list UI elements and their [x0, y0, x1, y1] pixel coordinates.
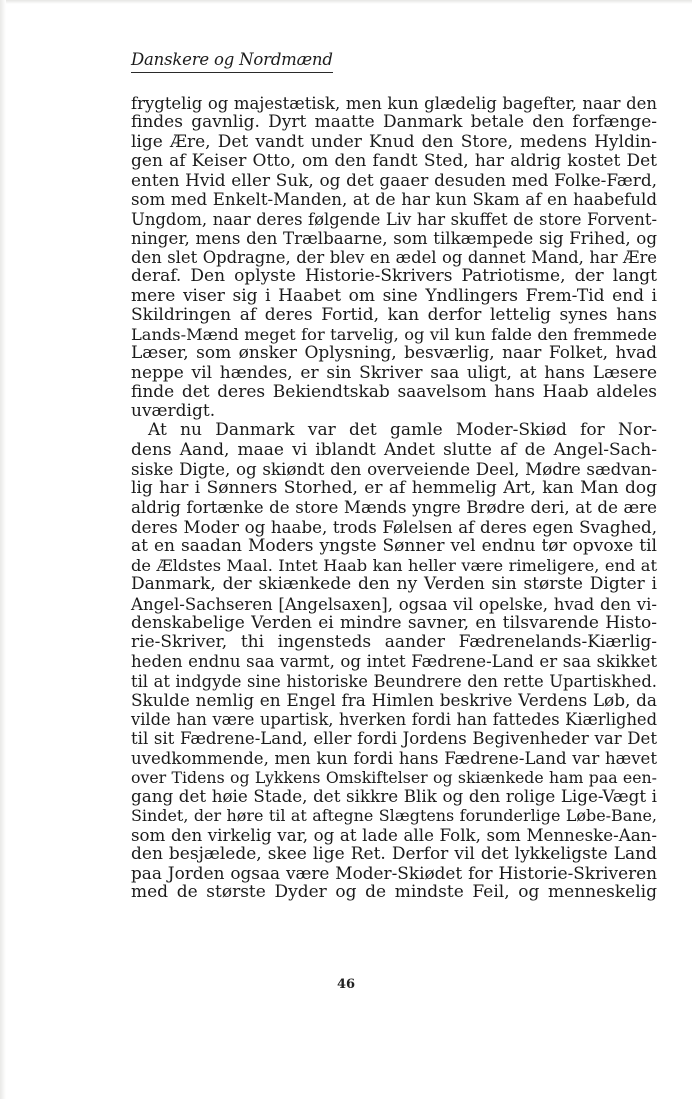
text-line: den besjælede, skee lige Ret. Derfor vil det lykkeligste Land	[131, 843, 657, 864]
text-line: med de største Dyder og de mindste Feil, og menneskelig	[131, 882, 657, 903]
body-text	[131, 94, 657, 903]
text-line: Danmark, der skiænkede den ny Verden sin største Digter i	[131, 574, 657, 595]
text-line: gang det høie Stade, det sikkre Blik og den rolige Lige-Vægt i	[131, 786, 657, 806]
text-line: neppe vil hændes, er sin Skriver saa uligt, at hans Læsere	[131, 362, 657, 383]
text-line: Angel-Sachseren [Angelsaxen], ogsaa vil opelske, hvad den vi-	[131, 594, 657, 614]
text-line: finde det deres Bekiendtskab saavelsom hans Haab aldeles	[131, 381, 657, 402]
text-line: den slet Opdragne, der blev en ædel og dannet Mand, har Ære	[131, 248, 657, 267]
text-line: paa Jorden ogsaa være Moder-Skiødet for Historie-Skriveren	[131, 863, 657, 883]
text-line: denskabelige Verden ei mindre savner, en tilsvarende Histo-	[131, 612, 657, 633]
text-line: at en saadan Moders yngste Sønner vel endnu tør opvoxe til	[131, 535, 657, 556]
text-line: Læser, som ønsker Oplysning, besværlig, naar Folket, hvad	[131, 343, 657, 364]
text-line: enten Hvid eller Suk, og det gaaer desuden med Folke-Færd,	[131, 170, 657, 190]
paragraph-end-line: uværdigt.	[131, 401, 216, 421]
text-line: frygtelig og majestætisk, men kun glædelig bagefter, naar den	[131, 94, 657, 113]
text-line: Skulde nemlig en Engel fra Himlen beskrive Verdens Løb, da	[131, 689, 657, 710]
text-line: lige Ære, Det vandt under Knud den Store, medens Hyldin-	[131, 131, 657, 152]
text-line: gen af Keiser Otto, om den fandt Sted, har aldrig kostet Det	[131, 150, 657, 171]
text-line: mere viser sig i Haabet om sine Yndlingers Frem-Tid end i	[131, 285, 657, 306]
text-line: over Tidens og Lykkens Omskiftelser og skiænkede ham paa een-	[131, 767, 657, 787]
text-line: Lands-Mænd meget for tarvelig, og vil kun falde den fremmede	[131, 325, 657, 344]
page-top-edge	[0, 0, 692, 4]
text-line: heden endnu saa varmt, og intet Fædrene-Land er saa skikket	[131, 652, 657, 672]
text-line: Ungdom, naar deres følgende Liv har skuffet de store Forvent-	[131, 209, 657, 229]
text-line: deraf. Den oplyste Historie-Skrivers Patriotisme, der langt	[131, 266, 657, 287]
text-line: aldrig fortænke de store Mænds yngre Brødre deri, at de ære	[131, 498, 657, 518]
text-line: dens Aand, maae vi iblandt Andet slutte af de Angel-Sach-	[131, 439, 657, 460]
paragraph-first-line: At nu Danmark var det gamle Moder-Skiød for Nor-	[148, 420, 657, 441]
text-line: findes gavnlig. Dyrt maatte Danmark betale den forfænge-	[131, 112, 657, 133]
text-line: Skildringen af deres Fortid, kan derfor lettelig synes hans	[131, 304, 657, 325]
text-line: til at indgyde sine historiske Beundrere den rette Upartiskhed.	[131, 671, 657, 691]
text-line: vilde han være upartisk, hverken fordi han fattedes Kiærlighed	[131, 710, 657, 729]
text-line: siske Digte, og skiøndt den overveiende Deel, Mødre sædvan-	[131, 459, 657, 479]
text-line: ninger, mens den Trælbaarne, som tilkæmpede sig Frihed, og	[131, 228, 657, 248]
text-line: deres Moder og haabe, trods Følelsen af deres egen Svaghed,	[131, 517, 657, 537]
text-line: som med Enkelt-Manden, at de har kun Skam af en haabefuld	[131, 190, 657, 210]
page-left-edge	[0, 0, 6, 1099]
text-line: som den virkelig var, og at lade alle Folk, som Menneske-Aan-	[131, 825, 657, 845]
page-number: 46	[336, 977, 356, 992]
text-line: rie-Skriver, thi ingensteds aander Fædrenelands-Kiærlig-	[131, 632, 657, 652]
text-line: uvedkommende, men kun fordi hans Fædrene-Land var hævet	[131, 748, 657, 768]
text-line: til sit Fædrene-Land, eller fordi Jordens Begivenheder var Det	[131, 729, 657, 749]
running-head: Danskere og Nordmænd	[131, 50, 333, 73]
text-line: de Ældstes Maal. Intet Haab kan heller være rimeligere, end at	[131, 556, 657, 575]
text-line: Sindet, der høre til at aftegne Slægtens forunderlige Løbe-Bane,	[131, 806, 657, 826]
text-line: lig har i Sønners Storhed, er af hemmelig Art, kan Man dog	[131, 478, 657, 498]
